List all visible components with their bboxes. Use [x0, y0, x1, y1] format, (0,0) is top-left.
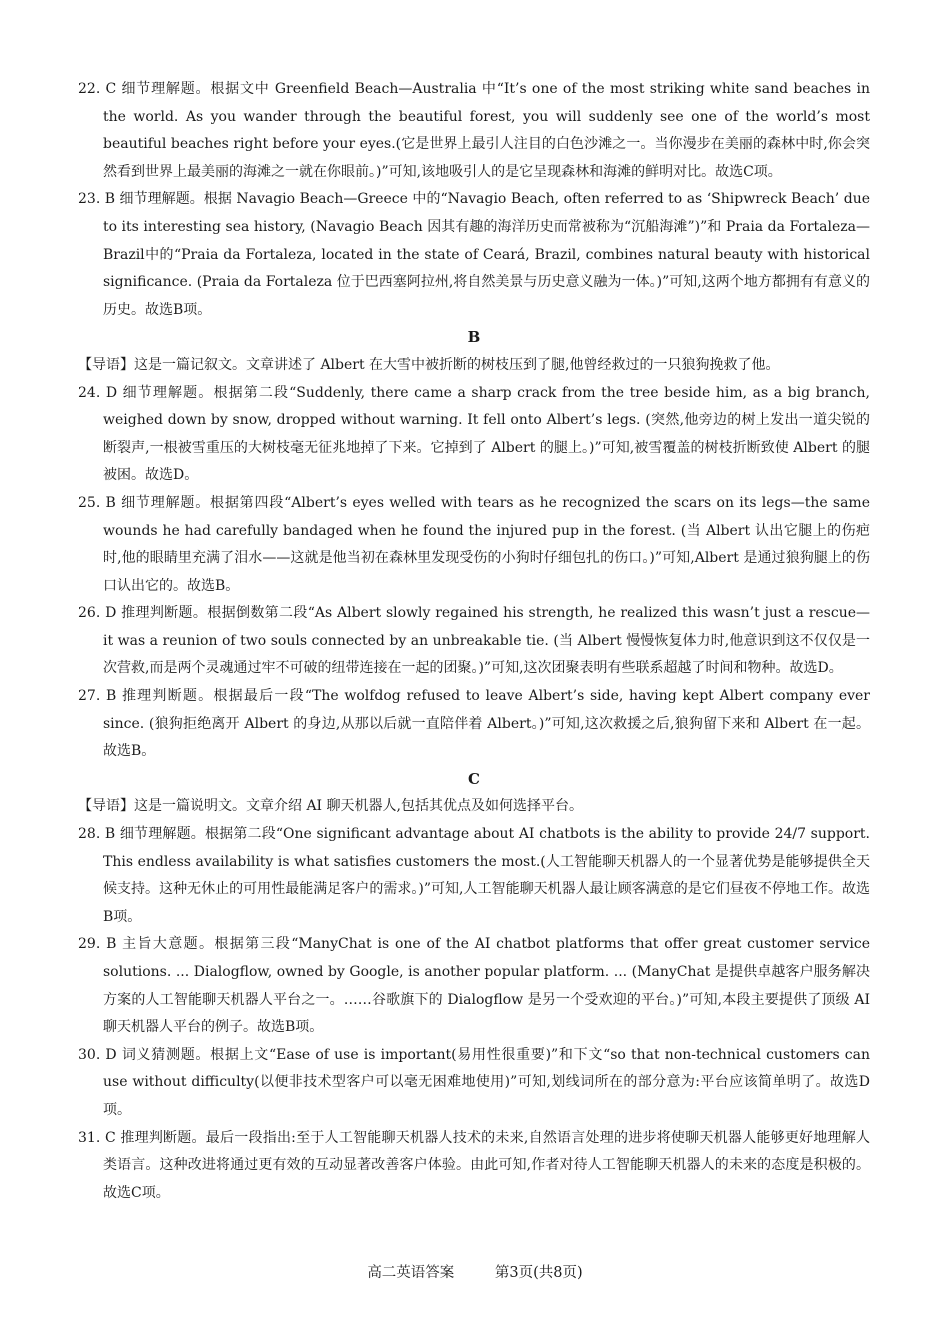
answer-item-26: 26. D 推理判断题。根据倒数第二段“As Albert slowly regained his strength, he realized this wasn’t just a rescue—it was a reunion of two souls connected by an unbreakable tie. (当 Albert 慢慢恢复体力时,他意识到这不仅仅是一次营救,而是两个灵魂通过牢不可破的纽带连接在一起的团聚。)”可知,这次团聚表明有些联系超越了时间和物种。故选D。 — [78, 605, 870, 677]
answer-item-27: 27. B 推理判断题。根据最后一段“The wolfdog refused to leave Albert’s side, having kept Albert company ever since. (狼狗拒绝离开 Albert 的身边,从那以后就一直陪伴着 Albert。)”可知,这次救援之后,狼狗留下来和 Albert 在一起。故选B。 — [78, 688, 870, 760]
answer-item-30: 30. D 词义猜测题。根据上文“Ease of use is important(易用性很重要)”和下文“so that non-technical customers can use without difficulty(以便非技术型客户可以毫无困难地使用)”可知,划线词所在的部分意为:平台应该简单明了。故选D项。 — [78, 1046, 870, 1118]
footer-subject: 高二英语答案 — [367, 1265, 455, 1281]
section-b-guide: 【导语】这是一篇记叙文。文章讲述了 Albert 在大雪中被折断的树枝压到了腿,他曾经救过的一只狼狗挽救了他。 — [78, 356, 780, 373]
answer-item-23: 23. B 细节理解题。根据 Navagio Beach—Greece 中的“Navagio Beach, often referred to as ‘Shipwreck Beach’ due to its interesting sea history, (Navagio Beach 因其有趣的海洋历史而常被称为“沉船海滩”)”和 Praia da Fortaleza—Brazil中的“Praia da Fortaleza, located in the state of Ceará, Brazil, combines natural beauty with historical significance. (Praia da Fortaleza 位于巴西塞阿拉州,将自然美景与历史意义融为一体。)”可知,这两个地方都拥有有意义的历史。故选B项。 — [78, 191, 870, 318]
answer-item-24: 24. D 细节理解题。根据第二段“Suddenly, there came a sharp crack from the tree beside him, as a big branch, weighed down by snow, dropped without warning. It fell onto Albert’s legs. (突然,他旁边的树上发出一道尖锐的断裂声,一根被雪重压的大树枝毫无征兆地掉了下来。它掉到了 Albert 的腿上。)”可知,被雪覆盖的树枝折断致使 Albert 的腿被困。故选D。 — [78, 384, 870, 484]
answer-item-29: 29. B 主旨大意题。根据第三段“ManyChat is one of the AI chatbot platforms that offer great customer service solutions. ... Dialogflow, owned by Google, is another popular platform. ... (ManyChat 是提供卓越客户服务解决方案的人工智能聊天机器人平台之一。……谷歌旗下的 Dialogflow 是另一个受欢迎的平台。)”可知,本段主要提供了顶级 AI 聊天机器人平台的例子。故选B项。 — [78, 936, 870, 1036]
answer-item-22: 22. C 细节理解题。根据文中 Greenfield Beach—Australia 中“It’s one of the most striking white sand beaches in the world. As you wander through the beautiful forest, you will suddenly see one of the world’s most beautiful beaches right before your eyes.(它是世界上最引人注目的白色沙滩之一。当你漫步在美丽的森林中时,你会突然看到世界上最美丽的海滩之一就在你眼前。)”可知,该地吸引人的是它呈现森林和海滩的鲜明对比。故选C项。 — [78, 81, 870, 180]
answer-item-28: 28. B 细节理解题。根据第二段“One significant advantage about AI chatbots is the ability to provide 24/7 support. This endless availability is what satisfies customers the most.(人工智能聊天机器人的一个显著优势是能够提供全天候支持。这种无休止的可用性最能满足客户的需求。)”可知,人工智能聊天机器人最让顾客满意的是它们昼夜不停地工作。故选B项。 — [78, 826, 870, 925]
page-footer — [0, 1263, 950, 1283]
section-heading-b: B — [467, 328, 481, 347]
answer-item-31: 31. C 推理判断题。最后一段指出:至于人工智能聊天机器人技术的未来,自然语言处理的进步将使聊天机器人能够更好地理解人类语言。这种改进将通过更有效的互动显著改善客户体验。由此可知,作者对待人工智能聊天机器人的未来的态度是积极的。故选C项。 — [78, 1129, 870, 1201]
section-heading-c: C — [468, 769, 480, 788]
section-c-guide: 【导语】这是一篇说明文。文章介绍 AI 聊天机器人,包括其优点及如何选择平台。 — [78, 798, 583, 815]
answer-item-25: 25. B 细节理解题。根据第四段“Albert’s eyes welled with tears as he recognized the scars on its legs—the same wounds he had carefully bandaged when he found the injured pup in the forest. (当 Albert 认出它腿上的伤疤时,他的眼睛里充满了泪水——这就是他当初在森林里发现受伤的小狗时仔细包扎的伤口。)”可知,Albert 是通过狼狗腿上的伤口认出它的。故选B。 — [78, 494, 870, 594]
answer-content — [78, 76, 870, 1207]
footer-page-number: 第3页(共8页) — [494, 1265, 583, 1281]
